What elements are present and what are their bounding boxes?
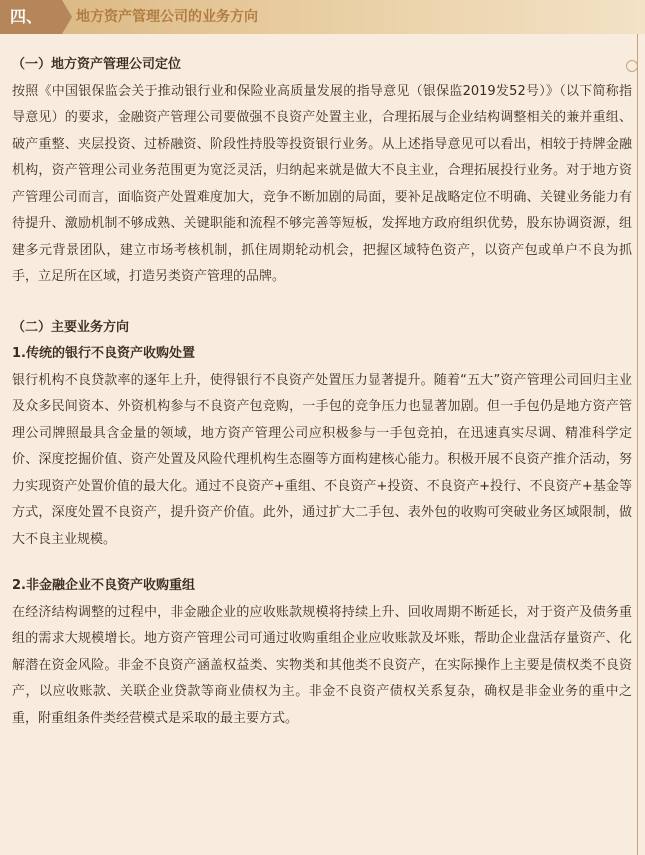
section-title: 地方资产管理公司的业务方向 <box>76 9 258 25</box>
section-header <box>0 0 645 34</box>
heading-positioning: （一）地方资产管理公司定位 <box>12 57 182 72</box>
article-body <box>12 52 632 732</box>
paragraph-nonfinancial-npa: 在经济结构调整的过程中，非金融企业的应收账款规模将持续上升、回收周期不断延长，对于资产及债务重组的需求大规模增长。地方资产管理公司可通过收购重组企业应收账款及坏账，帮助企业盘活存量资产、化解潜在资金风险。非金不良资产涵盖权益类、实物类和其他类不良资产，在实际操作上主要是债权类不良资产，以应收账款、关联企业贷款等商业债权为主。非金不良资产债权关系复杂，确权是非金业务的重中之重，附重组条件类经营模式是采取的最主要方式。 <box>12 604 632 726</box>
heading-business-directions: （二）主要业务方向 <box>12 319 130 335</box>
heading-nonfinancial-npa: 2.非金融企业不良资产收购重组 <box>12 578 195 593</box>
heading-bank-npa: 1.传统的银行不良资产收购处置 <box>12 346 195 361</box>
section-number: 四、 <box>0 0 62 34</box>
paragraph-positioning: 按照《中国银保监会关于推动银行业和保险业高质量发展的指导意见（银保监2019发52号）》（以下简称指导意见）的要求，金融资产管理公司要做强不良资产处置主业，合理拓展与企业结构调整相关的兼并重组、破产重整、夹层投资、过桥融资、阶段性持股等投资银行业务。从上述指导意见可以看出，相较于持牌金融机构，资产管理公司业务范围更为宽泛灵活，归纳起来就是做大不良主业，合理拓展投行业务。对于地方资产管理公司而言，面临资产处置难度加大，竞争不断加剧的局面，要补足战略定位不明确、关键业务能力有待提升、激励机制不够成熟、关键职能和流程不够完善等短板，发挥地方政府组织优势，股东协调资源，组建多元背景团队，建立市场考核机制，抓住周期轮动机会，把握区域特色资产，以资产包或单户不良为抓手，立足所在区域，打造另类资产管理的品牌。 <box>12 83 632 284</box>
paragraph-bank-npa: 银行机构不良贷款率的逐年上升，使得银行不良资产处置压力显著提升。随着“五大”资产管理公司回归主业及众多民间资本、外资机构参与不良资产包竞购，一手包的竞争压力也显著加剧。但一手包仍是地方资产管理公司牌照最具含金量的领域，地方资产管理公司应积极参与一手包竞拍，在迅速真实尽调、精准科学定价、深度挖掘价值、资产处置及风险代理机构生态圈等方面构建核心能力。积极开展不良资产推介活动，努力实现资产处置价值的最大化。通过不良资产+重组、不良资产+投资、不良资产+投行、不良资产+基金等方式，深度处置不良资产，提升资产价值。此外，通过扩大二手包、表外包的收购可突破业务区域限制，做大不良主业规模。 <box>12 372 632 547</box>
